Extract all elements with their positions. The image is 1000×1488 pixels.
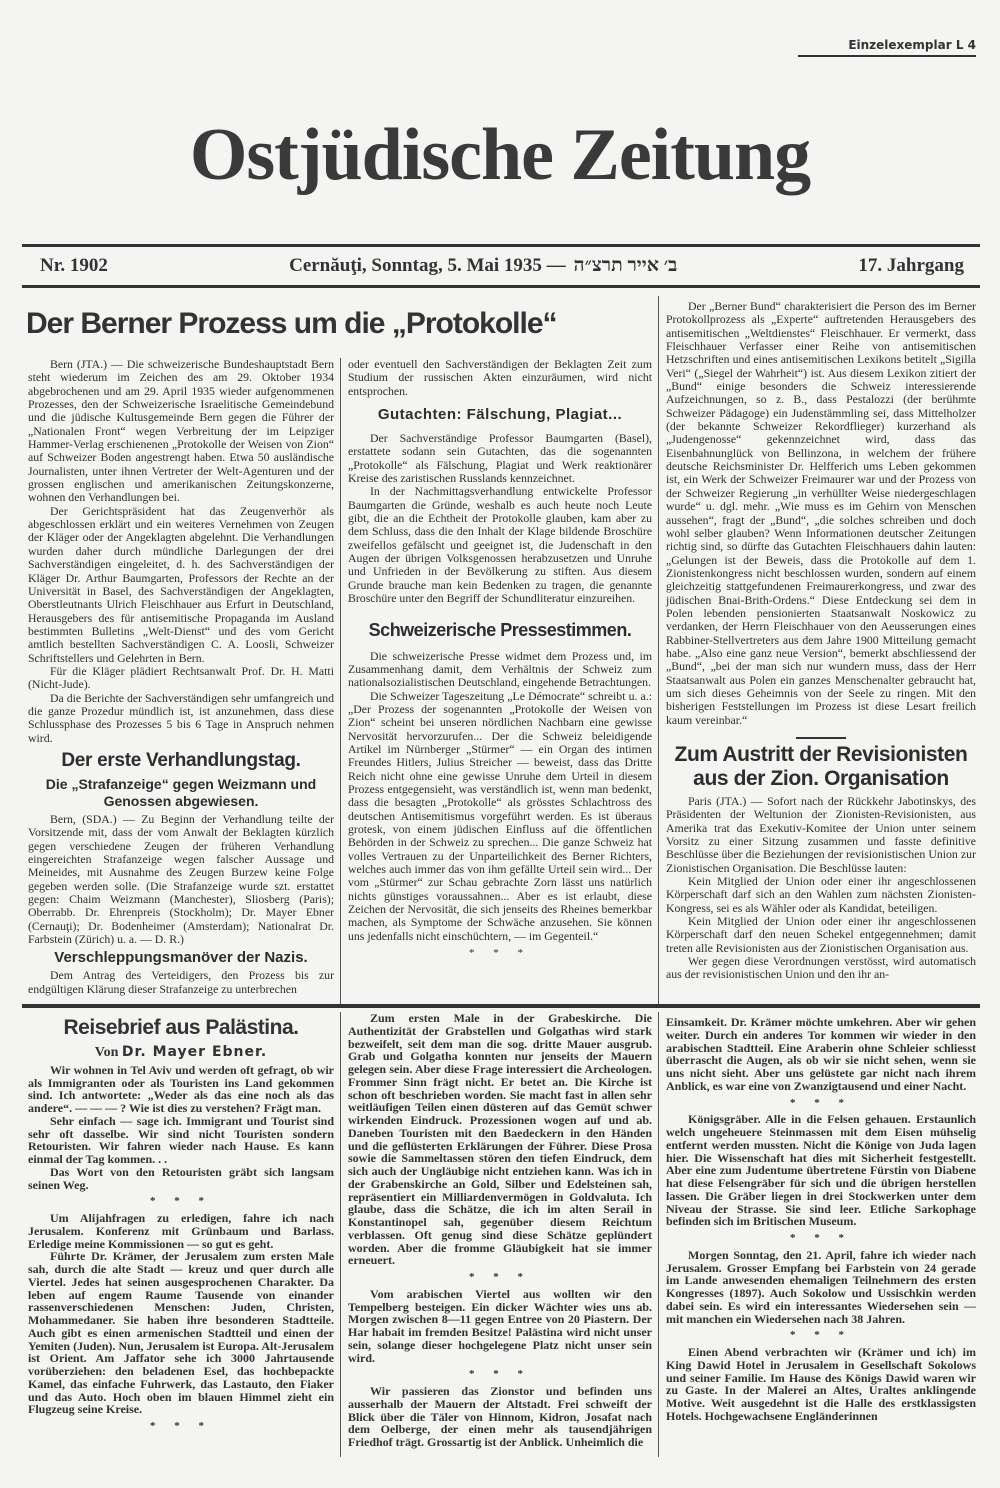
paragraph: Einsamkeit. Dr. Krämer möchte umkehren. Aber wir gehen weiter. Durch ein anderes Tor kommen wir wieder in den arabischen Stadtteil. Eine Araberin ohne Schleier schliesst überrascht die Augen, als ob wir sie nicht sehen, wenn sie uns nicht sieht. Aber uns gelüstete gar nicht nach ihrem Anblick, es war eine von Zwanzigtausend und einer Nacht. [666,1015,976,1093]
volume: 17. Jahrgang [858,255,964,276]
travel-letter-column-2 [340,1012,658,1457]
separator: * * * [469,1271,531,1284]
newspaper-masthead-logo: Ostjüdische Zeitung [189,114,811,196]
newspaper-page [22,0,980,1457]
lead-article-column-1 [22,358,340,1004]
dateline [22,247,980,285]
paragraph: Die schweizerische Presse widmet dem Prozess und, im Zusammenhang damit, dem Verhältnis der Schweiz zum nationalsozialistischen Deutschland, eingehende Betrachtungen. [348,648,652,690]
paragraph: In der Nachmittagsverhandlung entwickelte Professor Baumgarten die Gründe, weshalb es auch heute noch Leute gibt, die an die Echtheit der Protokolle glauben, kam aber zu dem Schluss, dass die den Inhalt der Klage bildende Broschüre zweifellos gefälscht und geeignet ist, die Judenschaft in den Augen der übrigen Volksgenossen herabzusetzen und Unruhe und Unfrieden in der Bevölkerung zu stiften. Aus diesem Grunde brauche man kein Bedenken zu tragen, die genannte Broschüre unter den Begriff der Schundliteratur einzureihen. [348,484,652,606]
travel-letter-column-1 [22,1012,340,1457]
paragraph: Paris (JTA.) — Sofort nach der Rückkehr Jabotinskys, des Präsidenten der Weltunion der Zionisten-Revisionisten, aus Amerika trat das Exekutiv-Komitee der Union unter seinem Vorsitz zu einer Sitzung zusammen und fasste definitive Beschlüsse über die Beziehungen der revisionistischen Union zur Zionistischen Organisation. Die Beschlüsse lauten: [666,794,976,875]
byline-prefix: Von [94,1045,119,1061]
separator: * * * [790,1329,852,1342]
paragraph: Dem Antrag des Verteidigers, den Prozess bis zur endgültigen Klärung dieser Strafanzeige zu unterbrechen [28,968,334,996]
paragraph: oder eventuell den Sachverständigen der Beklagten Zeit zum Studium der russischen Akten einzuräumen, wird nicht entsprochen. [348,357,652,398]
paragraph: Zum ersten Male in der Grabeskirche. Die Authentizität der Grabstellen und Golgathas wird stark bezweifelt, seit dem man die sog. dritte Mauer ausgrub. Grab und Golgatha konnten nur jenseits der Mauern gelegen sein. Aber diese Frage interessiert die Archeologen. Frommer Sinn frägt nicht. Er betet an. Die Kirche ist schon oft beschrieben worden. Sie macht fast in allen sehr weitläufigen Teilen einen düsteren auf das Gemüt schwer wirkenden Eindruck. Prozessionen wogen auf und ab. Daneben Touristen mit den Baedeckern in den Händen und die geflüsterten Erklärungen der Führer. Diese Prosa sowie die Sammeltassen stören den tiefen Eindruck, dem sich auch der Ungläubige nicht entziehen kann. Was ich in der Grabenskirche an Gold, Silber und Edelsteinen sah, repräsentiert ein Milliardenvermögen in Goldvaluta. Ich glaube, dass die Schätze, die ich im alten Serail in Konstantinopel sah, gegenüber diesem Reichtum verblassen. Oft genug sind diese Schätze geplündert worden. Aber die fromme Gläubigkeit hat sie immer erneuert. [348,1011,652,1268]
lead-article [22,296,658,1004]
separator: * * * [790,1096,852,1109]
paragraph: Bern, (SDA.) — Zu Beginn der Verhandlung teilte der Vorsitzende mit, dass der vom Anwalt der Beklagten kürzlich gegen verschiedene Zeugen der früheren Verhandlung eingereichten Strafanzeige wegen falscher Aussage und Meineides, mit Ausnahme des Zeugen Burzew keine Folge gegeben werden solle. (Die Strafanzeige wurde szt. erstattet gegen: Chaim Weizmann (Manchester), Sliosberg (Paris); Oberrabb. Dr. Ehrenpreis (Stockholm); Dr. Mayer Ebner (Cernauţi); Dr. Bodenheimer (Amsterdam); Nationalrat Dr. Farbstein (Zürich) u. a. — D. R.) [28,811,334,947]
paragraph: Kein Mitglied der Union oder einer ihr angeschlossenen Körperschaft darf den neuen Schekel entgegennehmen; damit treten alle Revisionisten aus der Zionistischen Organisation aus. [666,914,976,955]
lead-article-columns [22,358,658,1004]
paragraph: Wir wohnen in Tel Aviv und werden oft gefragt, ob wir als Immigranten oder als Touristen ins Land gekommen sind. Ich antwortete: „Weder als das eine noch als das andere“. — — — ? Wie ist dies zu verstehen? Frägt man. [28,1062,334,1116]
paragraph: Königsgräber. Alle in die Felsen gehauen. Erstaunlich welch ungeheuere Steinmassen mit dem Eisen mühselig entfernt werden mussten. Nicht die Könige von Juda lagen hier. Die Wissenschaft hat dies mit Sicherheit festgestellt. Aber eine zum Judentume übertretene Fürstin von Diabene hat diese Felsengräber für sich und die übrigen herstellen lassen. Die Gräber liegen in drei Stockwerken unter dem Niveau der Strasse. Sie sind leer. Etliche Sarkophage befinden sich im Britischen Museum. [666,1112,976,1229]
paragraph: Der „Berner Bund“ charakterisiert die Person des im Berner Protokollprozess als „Experte“ auftretenden Herausgebers des antisemitischen „Weltdienstes“ Fleischhauer. Er vermerkt, dass Fleischhauer Verfasser einer Reihe von antisemitischen Hetzschriften und eines antisemitischen Lexikons betitelt „Sigilla Veri“ („Siegel der Wahrheit“) ist. Aus diesem Lexikon zitiert der „Bund“ einige besonders die Schweiz interessierende Aufzeichnungen, so z. B., dass Pestalozzi (der berühmte Schweizer Pädagoge) ein Judenstämmling sei, dass Mittelholzer (der bekannte Schweizer Rekordflieger) kurzerhand als „Judengenosse“ gekennzeichnet wird, dass das Eisenbahnunglück von Bellinzona, in welchem der frühere deutsche Reichsminister Dr. Helfferich ums Leben gekommen ist, ein Werk der Schweizer Freimaurer war und der Prozess von der Schweizer Regierung „in verhüllter Weise niedergeschlagen wurde“ u. dgl. mehr. „Wie muss es im Gehirn von Menschen aussehen“, fragt der „Bund“, „die solches schreiben und doch wohl selber glauben? Wenn Informationen deutscher Zeitungen richtig sind, so dürfte das Gutachten Fleischhauers dahin lauten: „Gelungen ist der Beweis, dass die Protokolle auf dem 1. Zionistenkongress nicht beschlossen wurden, sondern auf einem gleichzeitig stattgefundenen Freimaurerkongress, und zwar des jüdischen Bnai-Brith-Ordens.“ Diese Entdeckung sei dem in Polen lebenden pensionierten Staatsanwalt Noskowicz zu verdanken, der Herrn Fleischhauer von den Aeusserungen eines Rabbiner-Stellvertreters aus dem Jahre 1900 Mitteilung gemacht habe. „Also eine ganz neue Version“, bemerkt abschliessend der „Bund“, „bei der man sich nur wundern muss, dass der Herr Staatsanwalt aus Polen ein ganzes Menschenalter gebraucht hat, um sich dieses Geheimnis von der Seele zu ringen. Mit den bisherigen Feststellungen im Prozess ist diese Lesart freilich kaum vereinbar.“ [666,299,976,727]
separator: * * * [469,1368,531,1381]
paragraph: Führte Dr. Krämer, der Jerusalem zum ersten Male sah, durch die alte Stadt — kreuz und quer durch alle Viertel. Jedes hat seinen ausgesprochenen Charakter. Da leben auf engem Raume Tausende von einander rassenverschiedenen Menschen: Juden, Christen, Mohammedaner. Sie haben ihre besonderen Stadtteile. Auch gibt es einen armenischen Stadtteil und einen der Yemiten (Juden). Nun, Jerusalem ist Europa. Alt-Jerusalem ist Orient. Am Jaffator sehe ich 3000 Jahrtausende vorüberziehen: den beladenen Esel, das hochbepackte Kamel, das einfache Fuhrwerk, das Lastauto, den Fiaker und das Auto. Hoch oben im blauen Himmel zieht ein Flugzeug seine Kreise. [28,1249,334,1417]
author: Dr. Mayer Ebner. [121,1044,268,1061]
lead-article-column-2 [340,358,658,1004]
separator: * * * [150,1420,212,1433]
section-subheading: Die „Strafanzeige“ gegen Weizmann und Genossen abgewiesen. [45,775,317,809]
paragraph: Die Schweizer Tageszeitung „Le Démocrate“ schreibt u. a.: „Der Prozess der sogenannten „Protokolle der Weisen von Zion“ scheint bei unseren nördlichen Nachbarn eine gewisse Nervosität hervorzurufen... Der die Schweiz beleidigende Artikel im Nürnberger „Stürmer“ — ein Organ des intimen Freundes Hitlers, Julius Streicher — beweist, dass das Dritte Reich nicht ohne eine gewisse Unruhe dem Urteil in diesem Prozess entgegensieht, was verständlich ist, wenn man bedenkt, dass die besagten „Protokolle“ als grösstes Schlachtross des deutschen Antisemitismus vorgeführt werden. Es ist überaus grotesk, von einem jüdischen Einfluss auf die öffentlichen Behörden in der Schweiz zu sprechen... Die ganze Schweiz hat volles Vertrauen zu der Unparteilichkeit des Berner Richters, welches auch immer das von ihm gefällte Urteil sein wird... Der vom „Stürmer“ zur Schau gebrachte Zorn lässt uns natürlich nichts günstiges voraussahnen... Aber es ist erlaubt, diese Zeichen der Nervosität, die sich jenseits des Rheines bemerkbar machen, als Symptome der Schwäche anzusehen. Sie können uns jedenfalls nicht einschüchtern, — im Gegenteil.“ [348,688,652,943]
paragraph: Da die Berichte der Sachverständigen sehr umfangreich und die ganze Prozedur mündlich ist, ist anzunehmen, dass diese Schlussphase des Prozesses 5 bis 6 Tage in Anspruch nehmen wird. [28,690,335,745]
masthead [22,0,980,244]
separator: * * * [790,1232,852,1245]
paragraph: Wir passieren das Zionstor und befinden uns ausserhalb der Mauern der Altstadt. Frei schweift der Blick über die Täler von Hinnom, Kidron, Josafat nach dem Oelberge, der einen mehr als tausendjährigen Friedhof trägt. Grossartig ist der Anblick. Unheimlich die [348,1384,652,1450]
separator: * * * [469,947,531,960]
hebrew-date: ב׳ אייר תרצ״ה [573,255,678,276]
paragraph: Einen Abend verbrachten wir (Krämer und ich) im King Dawid Hotel in Jerusalem in Gesellschaft Sokolows und seiner Familie. Im Hause des Königs Dawid waren wir zu Gaste. In der Malerei an Altes, Uraltes anklingende Motive. Weit ausgedehnt ist die Halle des erstklassigsten Hotels. Hochgewachsene Engländerinnen [666,1345,976,1423]
separator: * * * [150,1195,212,1208]
paragraph: Vom arabischen Viertel aus wollten wir den Tempelberg besteigen. Ein dicker Wächter wies uns ab. Morgen zwischen 8—11 gegen Entree von 20 Piastern. Der Har habait im fremden Besitze! Palästina wird nicht unser sein, solange dieser hochgelegene Platz nicht unser sein wird. [348,1286,652,1365]
paragraph: Der Gerichtspräsident hat das Zeugenverhör als abgeschlossen erklärt und ein weiteres Vernehmen von Zeugen der Kläger oder der Angeklagten abgelehnt. Die Verhandlungen wurden daher durch mündliche Darlegungen der drei Sachverständigen eingeleitet, d. h. des Sachverständigen der Kläger Dr. Arthur Baumgarten, Professors der Rechte an der Universität in Basel, des Sachverständigen der Angeklagten, Oberstleutnants Ulrich Fleischhauer aus Erfurt in Deutschland, Herausgebers des für antisemitische Propaganda im Ausland bestimmten Bulletins „Welt-Dienst“ und des vom Gericht amtlich bestellten Sachverständigen C. A. Loosli, Schweizer Schriftstellers und Gelehrten in Bern. [28,503,334,665]
paragraph: Wer gegen diese Verordnungen verstösst, wird automatisch aus der revisionistischen Union und den ihr an- [666,954,976,982]
paragraph: Das Wort von den Retouristen gräbt sich langsam seinen Weg. [28,1164,334,1192]
paragraph: Sehr einfach — sage ich. Immigrant und Tourist sind sehr oft dasselbe. Wir sind nicht Touristen sondern Retouristen. Wir fahren wieder nach Hause. Es kann einmal der Tag kommen. . . [28,1113,334,1167]
paragraph: Bern (JTA.) — Die schweizerische Bundeshauptstadt Bern steht wiederum im Zeichen des am 29. Oktober 1934 abgebrochenen und am 29. April 1935 wieder aufgenommenen Prozesses, den der Schweizerische Israelitische Gemeindebund und die jüdische Kultusgemeinde Bern gegen die Führer der „Nationalen Front“ wegen Verbreitung der im Leipziger Hammer-Verlag erschienenen „Protokolle der Weisen von Zion“ auf Schweizer Boden angestrengt haben. Etwa 50 ausländische Journalisten, unter ihnen Vertreter der Welt-Agenturen und der grossen englischen und amerikanischen Zeitungskonzerne, wohnen den Verhandlungen bei. [28,357,334,505]
section-heading: Schweizerische Pressestimmen. [368,619,632,640]
lead-headline: Der Berner Prozess um die „Protokolle“ [26,307,557,340]
price-label: Einzelexemplar L 4 [798,38,976,57]
section-heading: Der erste Verhandlungstag. [61,749,301,771]
article-headline: Reisebrief aus Palästina. [63,1016,299,1040]
paragraph: Kein Mitglied der Union oder einer ihr angeschlossenen Körperschaft darf sich an den Wahlen zum nächsten Zionisten-Kongress, sei es als Wähler oder als Kandidat, beteiligen. [666,874,976,915]
paragraph: Der Sachverständige Professor Baumgarten (Basel), erstattete sodann sein Gutachten, das die sogenannten „Protokolle“ als Fälschung, Plagiat und Werk reaktionärer Kreise des zaristischen Russlands kennzeichnet. [348,431,652,486]
byline [28,1046,334,1060]
travel-letter [22,1008,980,1457]
lead-article-column-3 [658,296,980,1004]
divider [796,737,846,739]
top-section [22,288,980,1004]
paragraph: Um Alijahfragen zu erledigen, fahre ich nach Jerusalem. Konferenz mit Grünbaum und Barlass. Erledige meine Kommissionen — so gut es geht. [28,1211,334,1251]
revisionist-article [666,743,976,982]
section-heading: Gutachten: Fälschung, Plagiat... [377,406,623,424]
paragraph: Für die Kläger plädiert Rechtsanwalt Prof. Dr. H. Matti (Nicht-Jude). [28,663,334,692]
article-headline: Zum Austritt der Revisionisten aus der Zion. Organisation [674,743,968,790]
issue-date: Cernăuţi, Sonntag, 5. Mai 1935 — [289,255,566,276]
paragraph: Morgen Sonntag, den 21. April, fahre ich wieder nach Jerusalem. Grosser Empfang bei Farbstein von 24 gerade im Lande anwesenden ehemaligen Teilnehmern des ersten Kongresses (1897). Auch Sokolow und Ussischkin werden dabei sein. Es wird ein interessantes Wiedersehen sein — mit manchen ein Wiedersehen nach 38 Jahren. [666,1247,976,1326]
issue-number: Nr. 1902 [40,255,108,276]
date-group [289,255,677,277]
travel-letter-column-3 [658,1012,980,1457]
section-heading: Verschleppungsmanöver der Nazis. [54,949,308,967]
